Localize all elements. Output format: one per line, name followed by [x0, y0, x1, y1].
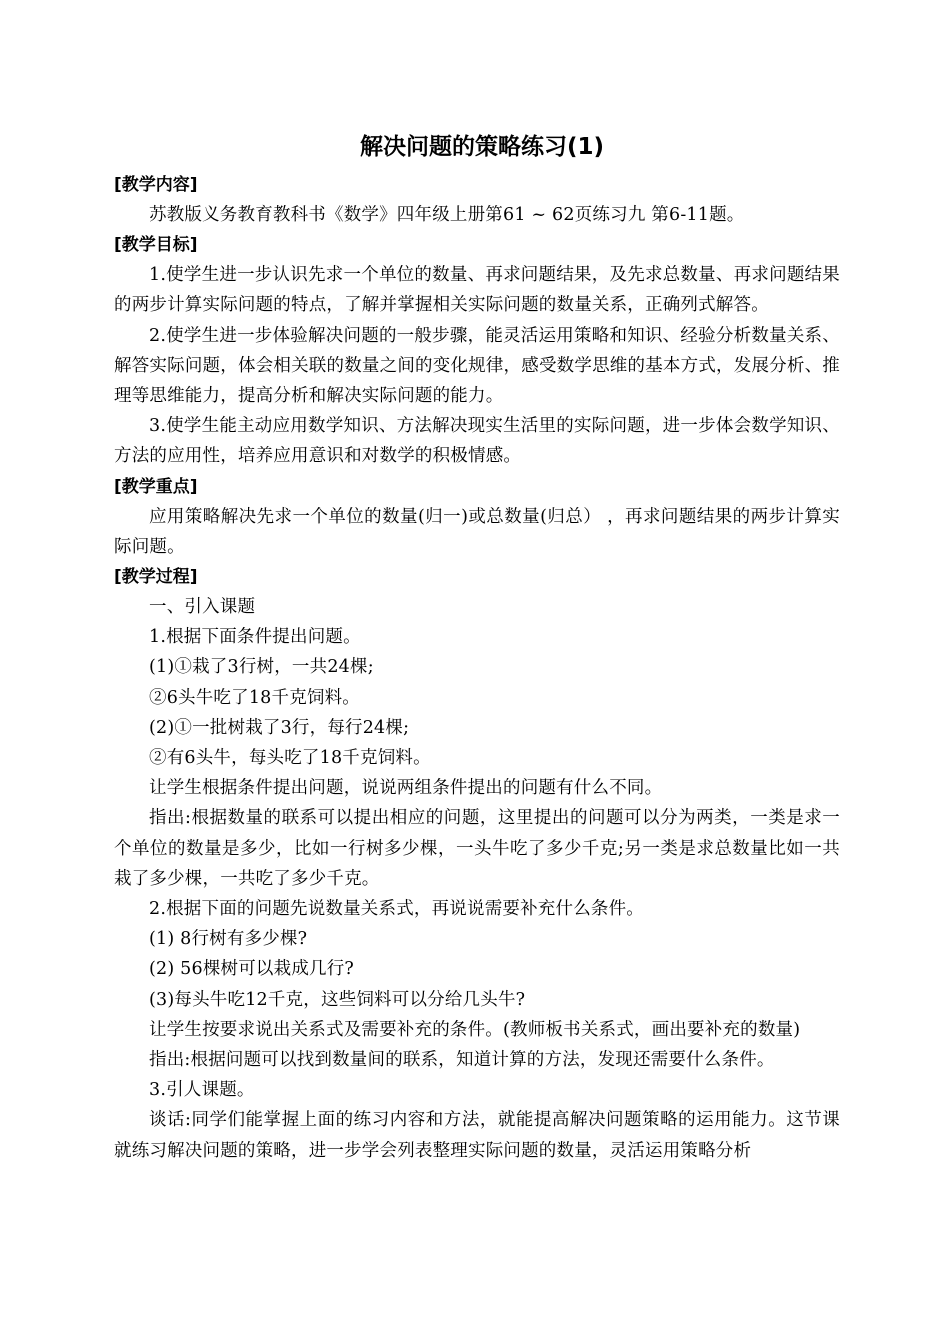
document-page: [114, 124, 840, 1166]
paragraph: (3)每头牛吃12千克，这些饲料可以分给几头牛?: [149, 989, 526, 1010]
paragraph: 苏教版义务教育教科书《数学》四年级上册第61 ~ 62页练习九 第6-11题。: [149, 205, 745, 225]
paragraph: 3.使学生能主动应用数学知识、方法解决现实生活里的实际问题，进一步体会数学知识、方法的应用性，培养应用意识和对数学的积极情感。: [114, 416, 840, 467]
paragraph: (1) 8行树有多少棵?: [149, 929, 308, 950]
section-heading: [教学目标]: [114, 235, 198, 256]
paragraph: 指出:根据数量的联系可以提出相应的问题，这里提出的问题可以分为两类，一类是求一个单位的数量是多少，比如一行树多少棵，一头牛吃了多少千克;另一类是求总数量比如一共栽了多少棵，一共吃了多少千克。: [114, 808, 840, 889]
section-goals: [114, 230, 840, 471]
paragraph: 让学生按要求说出关系式及需要补充的条件。(教师板书关系式，画出要补充的数量): [149, 1019, 801, 1040]
section-heading: [教学过程]: [114, 567, 198, 588]
paragraph: 谈话:同学们能掌握上面的练习内容和方法，就能提高解决问题策略的运用能力。这节课就练习解决问题的策略，进一步学会列表整理实际问题的数量，灵活运用策略分析: [114, 1110, 840, 1161]
paragraph: 指出:根据问题可以找到数量间的联系，知道计算的方法，发现还需要什么条件。: [149, 1050, 775, 1071]
paragraph: ②有6头牛，每头吃了18千克饲料。: [149, 748, 431, 769]
section-heading: [教学重点]: [114, 476, 198, 497]
section-key-points: [114, 472, 840, 562]
section-process: [114, 562, 840, 1166]
paragraph: 1.根据下面条件提出问题。: [149, 627, 361, 648]
section-content: [114, 170, 840, 230]
paragraph: 3.引人课题。: [149, 1080, 255, 1101]
paragraph: 2.使学生进一步体验解决问题的一般步骤，能灵活运用策略和知识、经验分析数量关系、解答实际问题，体会相关联的数量之间的变化规律，感受数学思维的基本方式，发展分析、推理等思维能力，提高分析和解决实际问题的能力。: [114, 325, 840, 407]
paragraph: ②6头牛吃了18千克饲料。: [149, 687, 361, 708]
paragraph: 让学生根据条件提出问题，说说两组条件提出的问题有什么不同。: [149, 778, 663, 799]
paragraph: (2) 56棵树可以栽成几行?: [149, 959, 355, 980]
paragraph: 2.根据下面的问题先说数量关系式，再说说需要补充什么条件。: [149, 899, 644, 920]
paragraph: 一、引入课题: [149, 597, 256, 618]
document-title: 解决问题的策略练习(1): [359, 134, 605, 160]
paragraph: 应用策略解决先求一个单位的数量(归一)或总数量(归总） ，再求问题结果的两步计算实际问题。: [114, 506, 840, 557]
paragraph: (1)①栽了3行树，一共24棵;: [149, 657, 374, 678]
paragraph: (2)①一批树栽了3行，每行24棵;: [149, 717, 410, 738]
paragraph: 1.使学生进一步认识先求一个单位的数量、再求问题结果，及先求总数量、再求问题结果的两步计算实际问题的特点，了解并掌握相关实际问题的数量关系，正确列式解答。: [114, 265, 840, 316]
section-heading: [教学内容]: [114, 175, 198, 195]
